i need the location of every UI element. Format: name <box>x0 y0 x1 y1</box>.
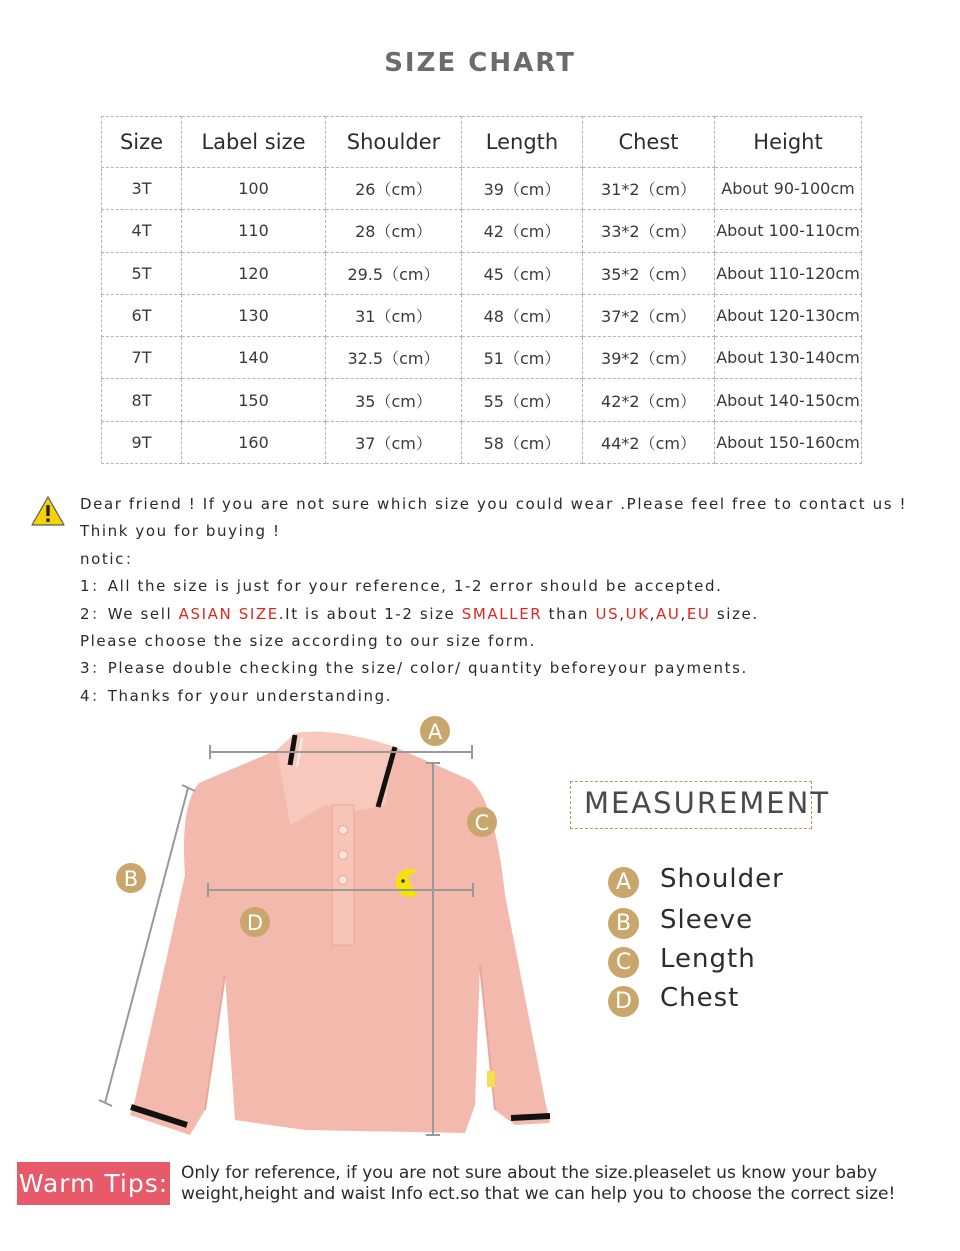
note-text: size. <box>710 604 759 623</box>
legend-label: Chest <box>660 983 740 1013</box>
cell-shoulder: 28（cm） <box>326 210 462 252</box>
header-shoulder: Shoulder <box>326 117 462 168</box>
cell-size: 8T <box>102 379 182 421</box>
cell-shoulder: 32.5（cm） <box>326 337 462 379</box>
cell-length: 45（cm） <box>462 252 583 294</box>
note-line-asian-size <box>80 601 950 628</box>
header-size: Size <box>102 117 182 168</box>
cell-shoulder: 26（cm） <box>326 168 462 210</box>
cell-label-size: 110 <box>182 210 326 252</box>
cell-shoulder: 37（cm） <box>326 421 462 463</box>
cell-length: 39（cm） <box>462 168 583 210</box>
svg-text:C: C <box>474 811 490 835</box>
cell-height: About 110-120cm <box>715 252 862 294</box>
legend-label: Length <box>660 944 756 974</box>
size-chart-table <box>101 116 862 464</box>
legend-badge: D <box>608 986 639 1017</box>
cell-length: 58（cm） <box>462 421 583 463</box>
marker-b <box>116 863 146 893</box>
note-text: , <box>680 604 687 623</box>
table-row <box>102 210 862 252</box>
cell-chest: 35*2（cm） <box>583 252 715 294</box>
smaller-highlight: SMALLER <box>461 604 543 623</box>
cell-label-size: 140 <box>182 337 326 379</box>
tips-line: Only for reference, if you are not sure about the size.pleaselet us know your baby <box>181 1163 878 1183</box>
cell-chest: 42*2（cm） <box>583 379 715 421</box>
cell-size: 7T <box>102 337 182 379</box>
cell-chest: 39*2（cm） <box>583 337 715 379</box>
cell-height: About 100-110cm <box>715 210 862 252</box>
note-text: , <box>619 604 626 623</box>
table-row <box>102 252 862 294</box>
cell-length: 55（cm） <box>462 379 583 421</box>
cell-label-size: 100 <box>182 168 326 210</box>
tips-line: weight,height and waist Info ect.so that we can help you to choose the correct size! <box>181 1184 896 1204</box>
note-line: 1：All the size is just for your reference, 1-2 error should be accepted. <box>80 577 723 596</box>
cell-height: About 90-100cm <box>715 168 862 210</box>
note-line: notic： <box>80 549 142 568</box>
header-length: Length <box>462 117 583 168</box>
note-line: Think you for buying ! <box>80 522 281 541</box>
svg-text:D: D <box>246 911 264 935</box>
warning-icon <box>31 496 65 526</box>
cell-shoulder: 29.5（cm） <box>326 252 462 294</box>
cell-chest: 33*2（cm） <box>583 210 715 252</box>
cell-height: About 120-130cm <box>715 294 862 336</box>
cell-label-size: 120 <box>182 252 326 294</box>
cell-length: 42（cm） <box>462 210 583 252</box>
cell-label-size: 150 <box>182 379 326 421</box>
cell-label-size: 160 <box>182 421 326 463</box>
page-title: SIZE CHART <box>384 48 576 78</box>
cell-height: About 140-150cm <box>715 379 862 421</box>
measurement-heading: MEASUREMENT <box>584 786 831 820</box>
shirt-measurement-diagram <box>95 705 575 1155</box>
note-line: Dear friend ! If you are not sure which size you could wear .Please feel free to contact us ! <box>80 495 908 513</box>
asian-size-highlight: ASIAN SIZE <box>178 604 279 623</box>
cell-label-size: 130 <box>182 294 326 336</box>
legend-badge: A <box>608 867 639 898</box>
warm-tips-badge: Warm Tips: <box>17 1162 170 1205</box>
us-highlight: US <box>595 604 620 623</box>
cell-shoulder: 35（cm） <box>326 379 462 421</box>
legend-label: Sleeve <box>660 905 754 935</box>
note-text: than <box>542 604 596 623</box>
au-highlight: AU <box>656 604 681 623</box>
cell-size: 4T <box>102 210 182 252</box>
legend-badge: C <box>608 947 639 978</box>
note-text: , <box>649 604 657 623</box>
table-header-row <box>102 117 862 168</box>
marker-d <box>240 907 270 937</box>
cell-height: About 150-160cm <box>715 421 862 463</box>
cell-size: 3T <box>102 168 182 210</box>
svg-text:A: A <box>427 720 443 744</box>
note-line: Please choose the size according to our size form. <box>80 631 536 650</box>
header-chest: Chest <box>583 117 715 168</box>
note-text: 2：We sell <box>80 604 179 623</box>
header-label-size: Label size <box>182 117 326 168</box>
cell-chest: 44*2（cm） <box>583 421 715 463</box>
uk-highlight: UK <box>625 604 650 623</box>
eu-highlight: EU <box>686 604 711 623</box>
cell-height: About 130-140cm <box>715 337 862 379</box>
cell-chest: 37*2（cm） <box>583 294 715 336</box>
note-line: 3：Please double checking the size/ color/ quantity beforeyour payments. <box>80 659 748 678</box>
cell-size: 9T <box>102 421 182 463</box>
cell-length: 51（cm） <box>462 337 583 379</box>
cell-shoulder: 31（cm） <box>326 294 462 336</box>
cell-size: 6T <box>102 294 182 336</box>
marker-a <box>420 716 450 746</box>
table-row <box>102 294 862 336</box>
marker-c <box>467 807 497 837</box>
note-text: .It is about 1-2 size <box>278 604 462 623</box>
table-row <box>102 379 862 421</box>
cell-size: 5T <box>102 252 182 294</box>
legend-badge: B <box>608 908 639 939</box>
table-row <box>102 337 862 379</box>
cell-chest: 31*2（cm） <box>583 168 715 210</box>
legend-label: Shoulder <box>660 864 784 894</box>
table-row <box>102 421 862 463</box>
cell-length: 48（cm） <box>462 294 583 336</box>
warm-tips-text <box>181 1163 951 1205</box>
notes-block <box>80 491 950 710</box>
header-height: Height <box>715 117 862 168</box>
svg-text:B: B <box>123 867 139 891</box>
table-row <box>102 168 862 210</box>
note-line: 4：Thanks for your understanding. <box>80 686 393 705</box>
